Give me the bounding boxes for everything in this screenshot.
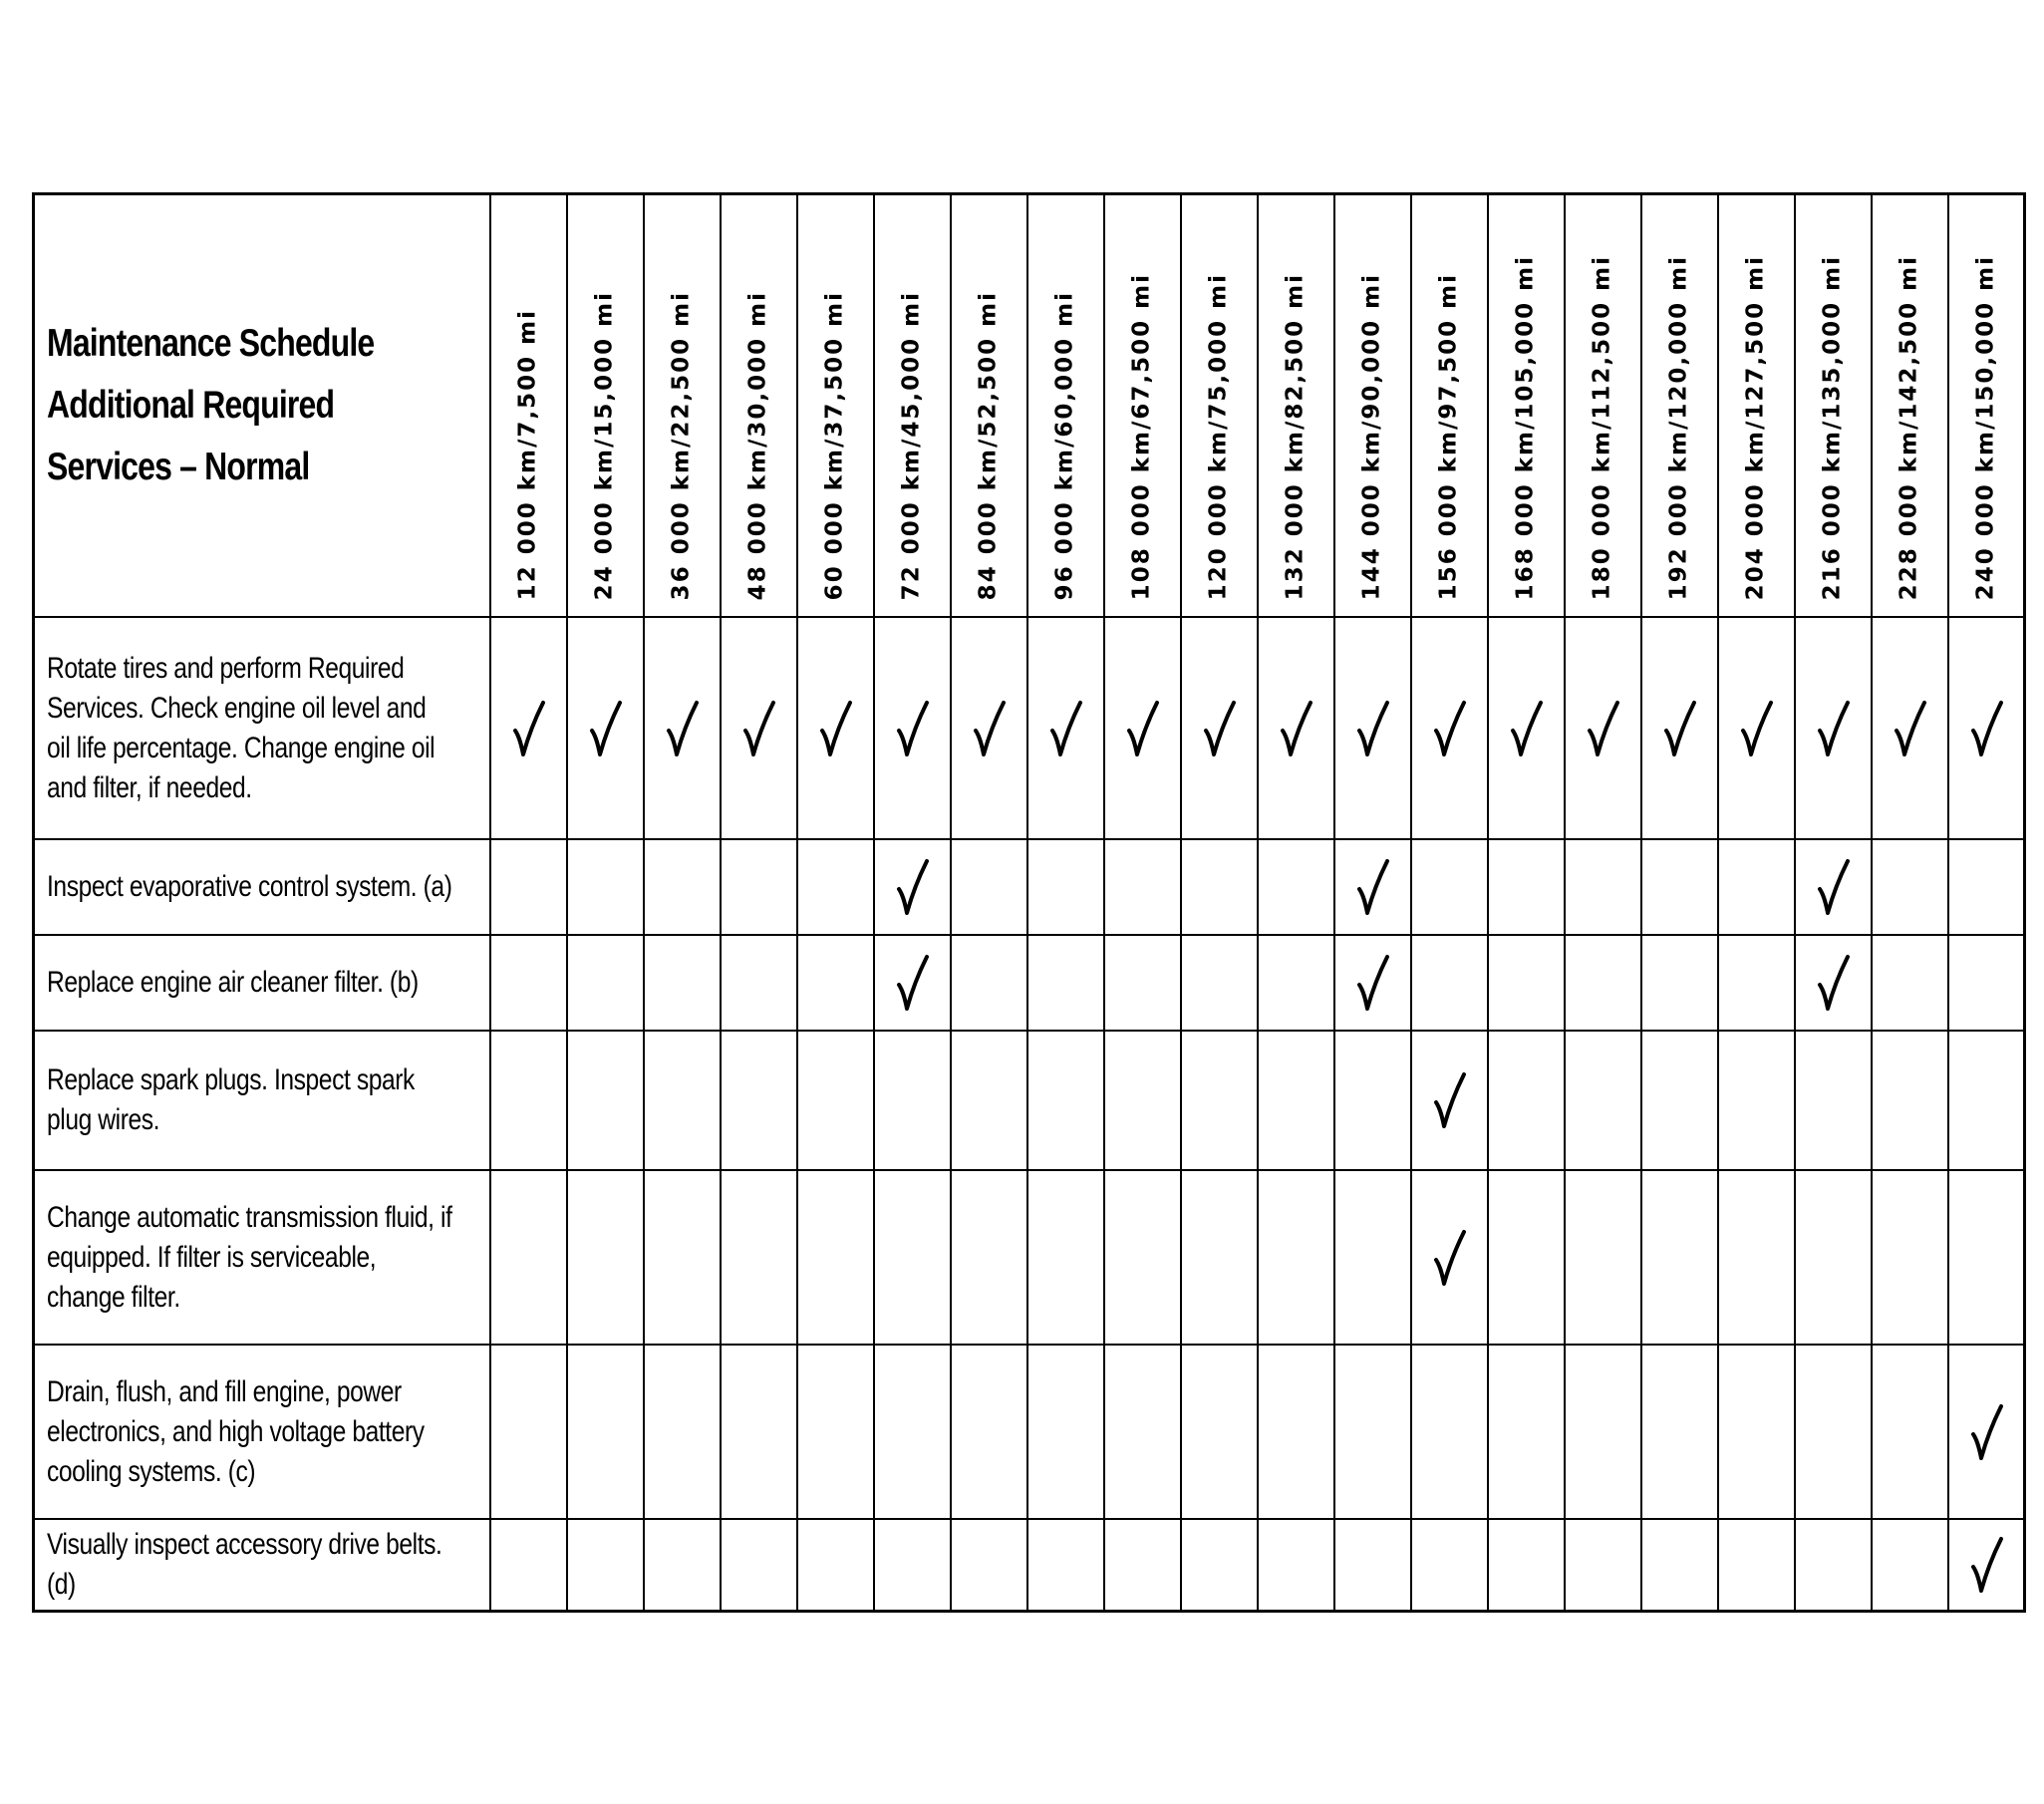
interval-label: 48 000 km/30,000 mi (744, 290, 771, 600)
interval-label: 144 000 km/90,000 mi (1358, 272, 1385, 600)
interval-header (797, 194, 874, 618)
interval-cell (567, 1519, 644, 1611)
interval-cell (567, 1345, 644, 1519)
interval-cell (1718, 839, 1795, 935)
interval-cell (1948, 617, 2025, 839)
interval-cell (1334, 1170, 1411, 1345)
interval-cell (1334, 1031, 1411, 1170)
interval-cell (1104, 1170, 1181, 1345)
interval-cell (1027, 1031, 1104, 1170)
interval-cell (1488, 1031, 1565, 1170)
interval-cell (1104, 1519, 1181, 1611)
interval-cell (1334, 839, 1411, 935)
interval-header (1411, 194, 1488, 618)
check-mark-icon (1662, 699, 1696, 758)
interval-label: 132 000 km/82,500 mi (1282, 272, 1309, 600)
service-description (34, 1031, 490, 1170)
interval-cell (1718, 1519, 1795, 1611)
service-description (34, 1519, 490, 1611)
interval-cell (797, 1345, 874, 1519)
interval-cell (1334, 1345, 1411, 1519)
interval-cell (1181, 1170, 1258, 1345)
interval-cell (1565, 839, 1641, 935)
interval-label: 228 000 km/142,500 mi (1896, 254, 1922, 600)
interval-header (567, 194, 644, 618)
service-description-line: cooling systems. (c) (47, 1454, 256, 1488)
interval-cell (490, 1170, 567, 1345)
interval-header (874, 194, 951, 618)
interval-cell (1795, 617, 1872, 839)
interval-cell (874, 935, 951, 1031)
interval-label: 96 000 km/60,000 mi (1051, 290, 1078, 600)
interval-cell (1181, 935, 1258, 1031)
interval-header (721, 194, 797, 618)
interval-cell (721, 839, 797, 935)
interval-cell (1565, 617, 1641, 839)
interval-label: 84 000 km/52,500 mi (975, 290, 1002, 600)
service-row (34, 1519, 2025, 1611)
service-row (34, 1031, 2025, 1170)
interval-cell (951, 935, 1027, 1031)
service-row (34, 1170, 2025, 1345)
interval-cell (1641, 1519, 1718, 1611)
interval-cell (490, 839, 567, 935)
service-description (34, 935, 490, 1031)
service-description (34, 839, 490, 935)
interval-cell (567, 617, 644, 839)
interval-cell (797, 1519, 874, 1611)
interval-cell (797, 839, 874, 935)
interval-cell (1488, 617, 1565, 839)
interval-label: 192 000 km/120,000 mi (1665, 254, 1692, 600)
interval-cell (1795, 935, 1872, 1031)
interval-header (1181, 194, 1258, 618)
interval-cell (721, 1519, 797, 1611)
service-row (34, 935, 2025, 1031)
interval-label: 72 000 km/45,000 mi (898, 290, 925, 600)
interval-label: 108 000 km/67,500 mi (1128, 272, 1155, 600)
interval-cell (1948, 1170, 2025, 1345)
interval-cell (1181, 1031, 1258, 1170)
interval-cell (1104, 839, 1181, 935)
check-mark-icon (1816, 699, 1850, 758)
interval-label: 120 000 km/75,000 mi (1205, 272, 1232, 600)
interval-cell (1872, 1519, 1948, 1611)
interval-cell (1258, 617, 1334, 839)
interval-header (1948, 194, 2025, 618)
interval-cell (1027, 839, 1104, 935)
interval-label: 168 000 km/105,000 mi (1512, 254, 1539, 600)
interval-header (1795, 194, 1872, 618)
service-description (34, 1170, 490, 1345)
interval-cell (1718, 1170, 1795, 1345)
interval-label: 36 000 km/22,500 mi (668, 290, 695, 600)
interval-cell (1104, 1345, 1181, 1519)
interval-cell (1565, 1170, 1641, 1345)
service-description (34, 617, 490, 839)
service-description-line: Visually inspect accessory drive belts. (d) (47, 1527, 442, 1601)
interval-cell (644, 1519, 721, 1611)
interval-cell (1795, 1031, 1872, 1170)
interval-cell (1641, 935, 1718, 1031)
interval-cell (567, 1170, 644, 1345)
interval-cell (1411, 1519, 1488, 1611)
interval-cell (1027, 617, 1104, 839)
check-mark-icon (665, 699, 699, 758)
check-mark-icon (1432, 699, 1466, 758)
interval-cell (1718, 1031, 1795, 1170)
interval-label: 60 000 km/37,500 mi (821, 290, 848, 600)
interval-cell (1258, 1345, 1334, 1519)
interval-cell (1258, 1031, 1334, 1170)
interval-cell (1641, 1031, 1718, 1170)
interval-cell (1181, 1519, 1258, 1611)
interval-cell (1795, 1519, 1872, 1611)
interval-cell (1948, 839, 2025, 935)
interval-cell (644, 839, 721, 935)
interval-cell (1718, 617, 1795, 839)
interval-header (1565, 194, 1641, 618)
check-mark-icon (511, 699, 545, 758)
interval-cell (874, 1031, 951, 1170)
interval-cell (1181, 617, 1258, 839)
service-description-line: Services. Check engine oil level and (47, 691, 427, 725)
check-mark-icon (1969, 1402, 2003, 1462)
header-row (34, 194, 2025, 618)
interval-cell (1488, 1170, 1565, 1345)
interval-cell (644, 617, 721, 839)
interval-cell (1488, 1345, 1565, 1519)
interval-cell (644, 1031, 721, 1170)
interval-cell (1104, 1031, 1181, 1170)
interval-cell (567, 935, 644, 1031)
check-mark-icon (1969, 699, 2003, 758)
interval-label: 216 000 km/135,000 mi (1819, 254, 1846, 600)
interval-cell (1258, 935, 1334, 1031)
interval-cell (1641, 839, 1718, 935)
interval-cell (1027, 935, 1104, 1031)
interval-cell (1104, 935, 1181, 1031)
interval-cell (797, 935, 874, 1031)
interval-cell (490, 1519, 567, 1611)
service-description (34, 1345, 490, 1519)
interval-cell (1872, 1170, 1948, 1345)
interval-header (1334, 194, 1411, 618)
interval-cell (1641, 617, 1718, 839)
interval-cell (1411, 935, 1488, 1031)
check-mark-icon (588, 699, 622, 758)
title-line-1: Maintenance Schedule (47, 322, 375, 365)
interval-cell (567, 1031, 644, 1170)
check-mark-icon (895, 953, 929, 1013)
title-line-3: Services – Normal (47, 446, 310, 488)
service-description-line: Rotate tires and perform Required (47, 651, 405, 685)
interval-cell (1027, 1519, 1104, 1611)
check-mark-icon (1048, 699, 1082, 758)
maintenance-schedule-table (32, 192, 2026, 1613)
interval-cell (1948, 935, 2025, 1031)
interval-label: 24 000 km/15,000 mi (591, 290, 618, 600)
interval-cell (1718, 1345, 1795, 1519)
check-mark-icon (1816, 953, 1850, 1013)
interval-header (951, 194, 1027, 618)
interval-cell (1411, 839, 1488, 935)
service-description-line: Drain, flush, and fill engine, power (47, 1374, 402, 1408)
service-description-line: oil life percentage. Change engine oil (47, 731, 436, 764)
interval-cell (490, 935, 567, 1031)
interval-cell (1488, 935, 1565, 1031)
interval-cell (490, 617, 567, 839)
interval-cell (1872, 617, 1948, 839)
interval-cell (797, 617, 874, 839)
service-description-line: and filter, if needed. (47, 770, 252, 804)
interval-cell (874, 1170, 951, 1345)
service-description-line: electronics, and high voltage battery (47, 1414, 425, 1448)
interval-cell (1718, 935, 1795, 1031)
check-mark-icon (895, 857, 929, 917)
interval-cell (1411, 1345, 1488, 1519)
interval-cell (721, 935, 797, 1031)
interval-cell (1795, 1345, 1872, 1519)
interval-cell (490, 1345, 567, 1519)
check-mark-icon (741, 699, 775, 758)
interval-cell (1872, 1345, 1948, 1519)
interval-cell (1258, 1170, 1334, 1345)
interval-cell (1641, 1345, 1718, 1519)
interval-cell (1334, 617, 1411, 839)
check-mark-icon (1816, 857, 1850, 917)
check-mark-icon (1969, 1535, 2003, 1595)
interval-header (490, 194, 567, 618)
check-mark-icon (1893, 699, 1926, 758)
table-title (34, 194, 490, 618)
check-mark-icon (1279, 699, 1313, 758)
interval-header (644, 194, 721, 618)
interval-cell (644, 935, 721, 1031)
interval-cell (797, 1031, 874, 1170)
interval-cell (721, 1345, 797, 1519)
interval-cell (1872, 1031, 1948, 1170)
interval-cell (1948, 1345, 2025, 1519)
interval-cell (874, 1345, 951, 1519)
interval-header (1027, 194, 1104, 618)
interval-cell (644, 1170, 721, 1345)
service-description-line: Replace spark plugs. Inspect spark (47, 1063, 415, 1096)
interval-header (1258, 194, 1334, 618)
interval-cell (1411, 1031, 1488, 1170)
check-mark-icon (1355, 857, 1389, 917)
interval-label: 180 000 km/112,500 mi (1589, 254, 1615, 600)
interval-cell (1181, 839, 1258, 935)
service-description-line: plug wires. (47, 1103, 160, 1136)
interval-cell (951, 617, 1027, 839)
interval-cell (951, 1031, 1027, 1170)
interval-cell (797, 1170, 874, 1345)
interval-cell (1488, 839, 1565, 935)
check-mark-icon (895, 699, 929, 758)
interval-cell (1872, 839, 1948, 935)
service-description-line: Inspect evaporative control system. (a) (47, 870, 452, 903)
interval-cell (1334, 1519, 1411, 1611)
check-mark-icon (1739, 699, 1773, 758)
interval-cell (1258, 839, 1334, 935)
interval-cell (1641, 1170, 1718, 1345)
interval-cell (490, 1031, 567, 1170)
service-row (34, 839, 2025, 935)
interval-header (1104, 194, 1181, 618)
interval-cell (567, 839, 644, 935)
interval-cell (1872, 935, 1948, 1031)
service-description-line: change filter. (47, 1280, 180, 1314)
interval-cell (644, 1345, 721, 1519)
check-mark-icon (1355, 699, 1389, 758)
service-description-line: Change automatic transmission fluid, if (47, 1200, 452, 1234)
interval-cell (1795, 839, 1872, 935)
service-description-line: Replace engine air cleaner filter. (b) (47, 966, 419, 999)
check-mark-icon (1202, 699, 1236, 758)
service-row (34, 617, 2025, 839)
check-mark-icon (818, 699, 852, 758)
interval-cell (1948, 1519, 2025, 1611)
interval-cell (1488, 1519, 1565, 1611)
interval-cell (951, 1170, 1027, 1345)
interval-cell (874, 839, 951, 935)
interval-cell (1334, 935, 1411, 1031)
title-line-2: Additional Required (47, 384, 335, 427)
interval-label: 12 000 km/7,500 mi (514, 308, 541, 600)
check-mark-icon (1509, 699, 1543, 758)
interval-cell (1565, 1519, 1641, 1611)
interval-cell (874, 617, 951, 839)
interval-label: 240 000 km/150,000 mi (1972, 254, 1999, 600)
service-row (34, 1345, 2025, 1519)
interval-cell (874, 1519, 951, 1611)
interval-cell (1027, 1345, 1104, 1519)
check-mark-icon (1432, 1228, 1466, 1288)
interval-header (1488, 194, 1565, 618)
interval-cell (1565, 1031, 1641, 1170)
interval-cell (951, 839, 1027, 935)
interval-label: 156 000 km/97,500 mi (1435, 272, 1462, 600)
check-mark-icon (1586, 699, 1619, 758)
interval-cell (1565, 935, 1641, 1031)
interval-cell (1795, 1170, 1872, 1345)
interval-label: 204 000 km/127,500 mi (1742, 254, 1769, 600)
interval-cell (721, 1170, 797, 1345)
interval-cell (1948, 1031, 2025, 1170)
interval-header (1641, 194, 1718, 618)
interval-cell (1181, 1345, 1258, 1519)
check-mark-icon (1432, 1070, 1466, 1130)
interval-cell (1411, 617, 1488, 839)
interval-cell (721, 1031, 797, 1170)
interval-cell (951, 1345, 1027, 1519)
interval-cell (1258, 1519, 1334, 1611)
interval-header (1718, 194, 1795, 618)
check-mark-icon (1355, 953, 1389, 1013)
interval-cell (1411, 1170, 1488, 1345)
interval-cell (721, 617, 797, 839)
interval-cell (1027, 1170, 1104, 1345)
check-mark-icon (1125, 699, 1159, 758)
interval-header (1872, 194, 1948, 618)
service-description-line: equipped. If filter is serviceable, (47, 1240, 377, 1274)
check-mark-icon (972, 699, 1006, 758)
interval-cell (1565, 1345, 1641, 1519)
interval-cell (1104, 617, 1181, 839)
interval-cell (951, 1519, 1027, 1611)
